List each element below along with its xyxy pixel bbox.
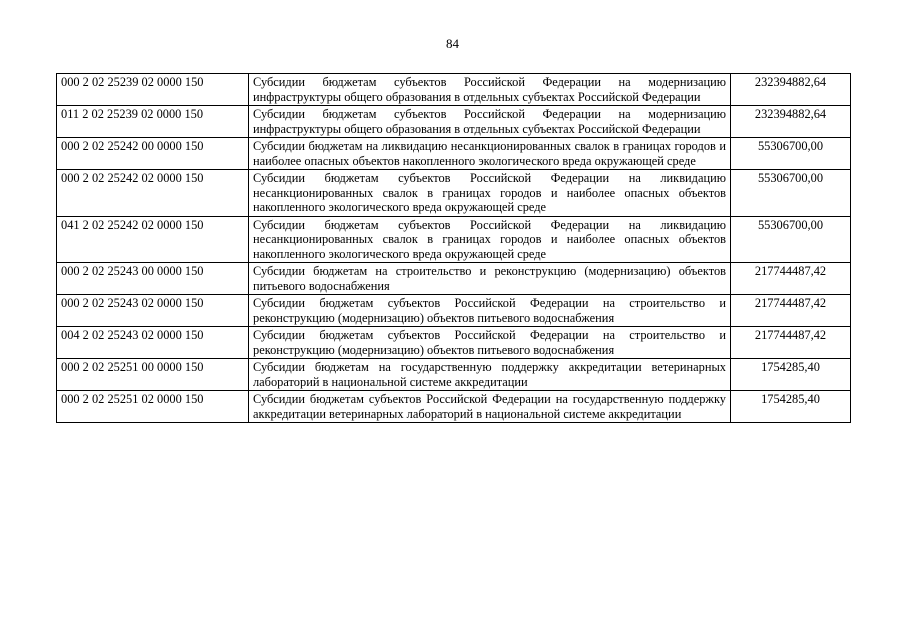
description-cell: Субсидии бюджетам на строительство и реконструкцию (модернизацию) объектов питьевого водоснабжения: [249, 263, 731, 295]
description-cell: Субсидии бюджетам субъектов Российской Федерации на модернизацию инфраструктуры общего образования в отдельных субъектах Российской Федерации: [249, 106, 731, 138]
amount-cell: 217744487,42: [731, 327, 851, 359]
budget-table: [56, 73, 851, 423]
table-row: [57, 74, 851, 106]
description-cell: Субсидии бюджетам субъектов Российской Федерации на строительство и реконструкцию (модернизацию) объектов питьевого водоснабжения: [249, 295, 731, 327]
amount-cell: 55306700,00: [731, 138, 851, 170]
table-row: [57, 327, 851, 359]
budget-code-cell: 011 2 02 25239 02 0000 150: [57, 106, 249, 138]
amount-cell: 1754285,40: [731, 359, 851, 391]
amount-cell: 55306700,00: [731, 216, 851, 263]
description-cell: Субсидии бюджетам субъектов Российской Федерации на модернизацию инфраструктуры общего образования в отдельных субъектах Российской Федерации: [249, 74, 731, 106]
amount-cell: 217744487,42: [731, 263, 851, 295]
amount-cell: 55306700,00: [731, 170, 851, 217]
budget-code-cell: 000 2 02 25242 02 0000 150: [57, 170, 249, 217]
table-row: [57, 263, 851, 295]
budget-code-cell: 000 2 02 25239 02 0000 150: [57, 74, 249, 106]
description-cell: Субсидии бюджетам субъектов Российской Федерации на ликвидацию несанкционированных свалок в границах городов и наиболее опасных объектов накопленного экологического вреда окружающей среде: [249, 216, 731, 263]
budget-code-cell: 004 2 02 25243 02 0000 150: [57, 327, 249, 359]
budget-code-cell: 041 2 02 25242 02 0000 150: [57, 216, 249, 263]
amount-cell: 232394882,64: [731, 74, 851, 106]
description-cell: Субсидии бюджетам субъектов Российской Федерации на ликвидацию несанкционированных свалок в границах городов и наиболее опасных объектов накопленного экологического вреда окружающей среде: [249, 170, 731, 217]
table-row: [57, 295, 851, 327]
table-row: [57, 359, 851, 391]
table-row: [57, 138, 851, 170]
description-cell: Субсидии бюджетам субъектов Российской Федерации на строительство и реконструкцию (модернизацию) объектов питьевого водоснабжения: [249, 327, 731, 359]
budget-code-cell: 000 2 02 25251 02 0000 150: [57, 391, 249, 423]
amount-cell: 232394882,64: [731, 106, 851, 138]
amount-cell: 1754285,40: [731, 391, 851, 423]
amount-cell: 217744487,42: [731, 295, 851, 327]
table-row: [57, 216, 851, 263]
budget-code-cell: 000 2 02 25243 00 0000 150: [57, 263, 249, 295]
budget-code-cell: 000 2 02 25251 00 0000 150: [57, 359, 249, 391]
description-cell: Субсидии бюджетам субъектов Российской Федерации на государственную поддержку аккредитации ветеринарных лабораторий в национальной системе аккредитации: [249, 391, 731, 423]
table-row: [57, 170, 851, 217]
description-cell: Субсидии бюджетам на государственную поддержку аккредитации ветеринарных лабораторий в национальной системе аккредитации: [249, 359, 731, 391]
page-number: 84: [446, 36, 459, 51]
budget-code-cell: 000 2 02 25243 02 0000 150: [57, 295, 249, 327]
table-row: [57, 391, 851, 423]
table-row: [57, 106, 851, 138]
description-cell: Субсидии бюджетам на ликвидацию несанкционированных свалок в границах городов и наиболее опасных объектов накопленного экологического вреда окружающей среде: [249, 138, 731, 170]
budget-code-cell: 000 2 02 25242 00 0000 150: [57, 138, 249, 170]
